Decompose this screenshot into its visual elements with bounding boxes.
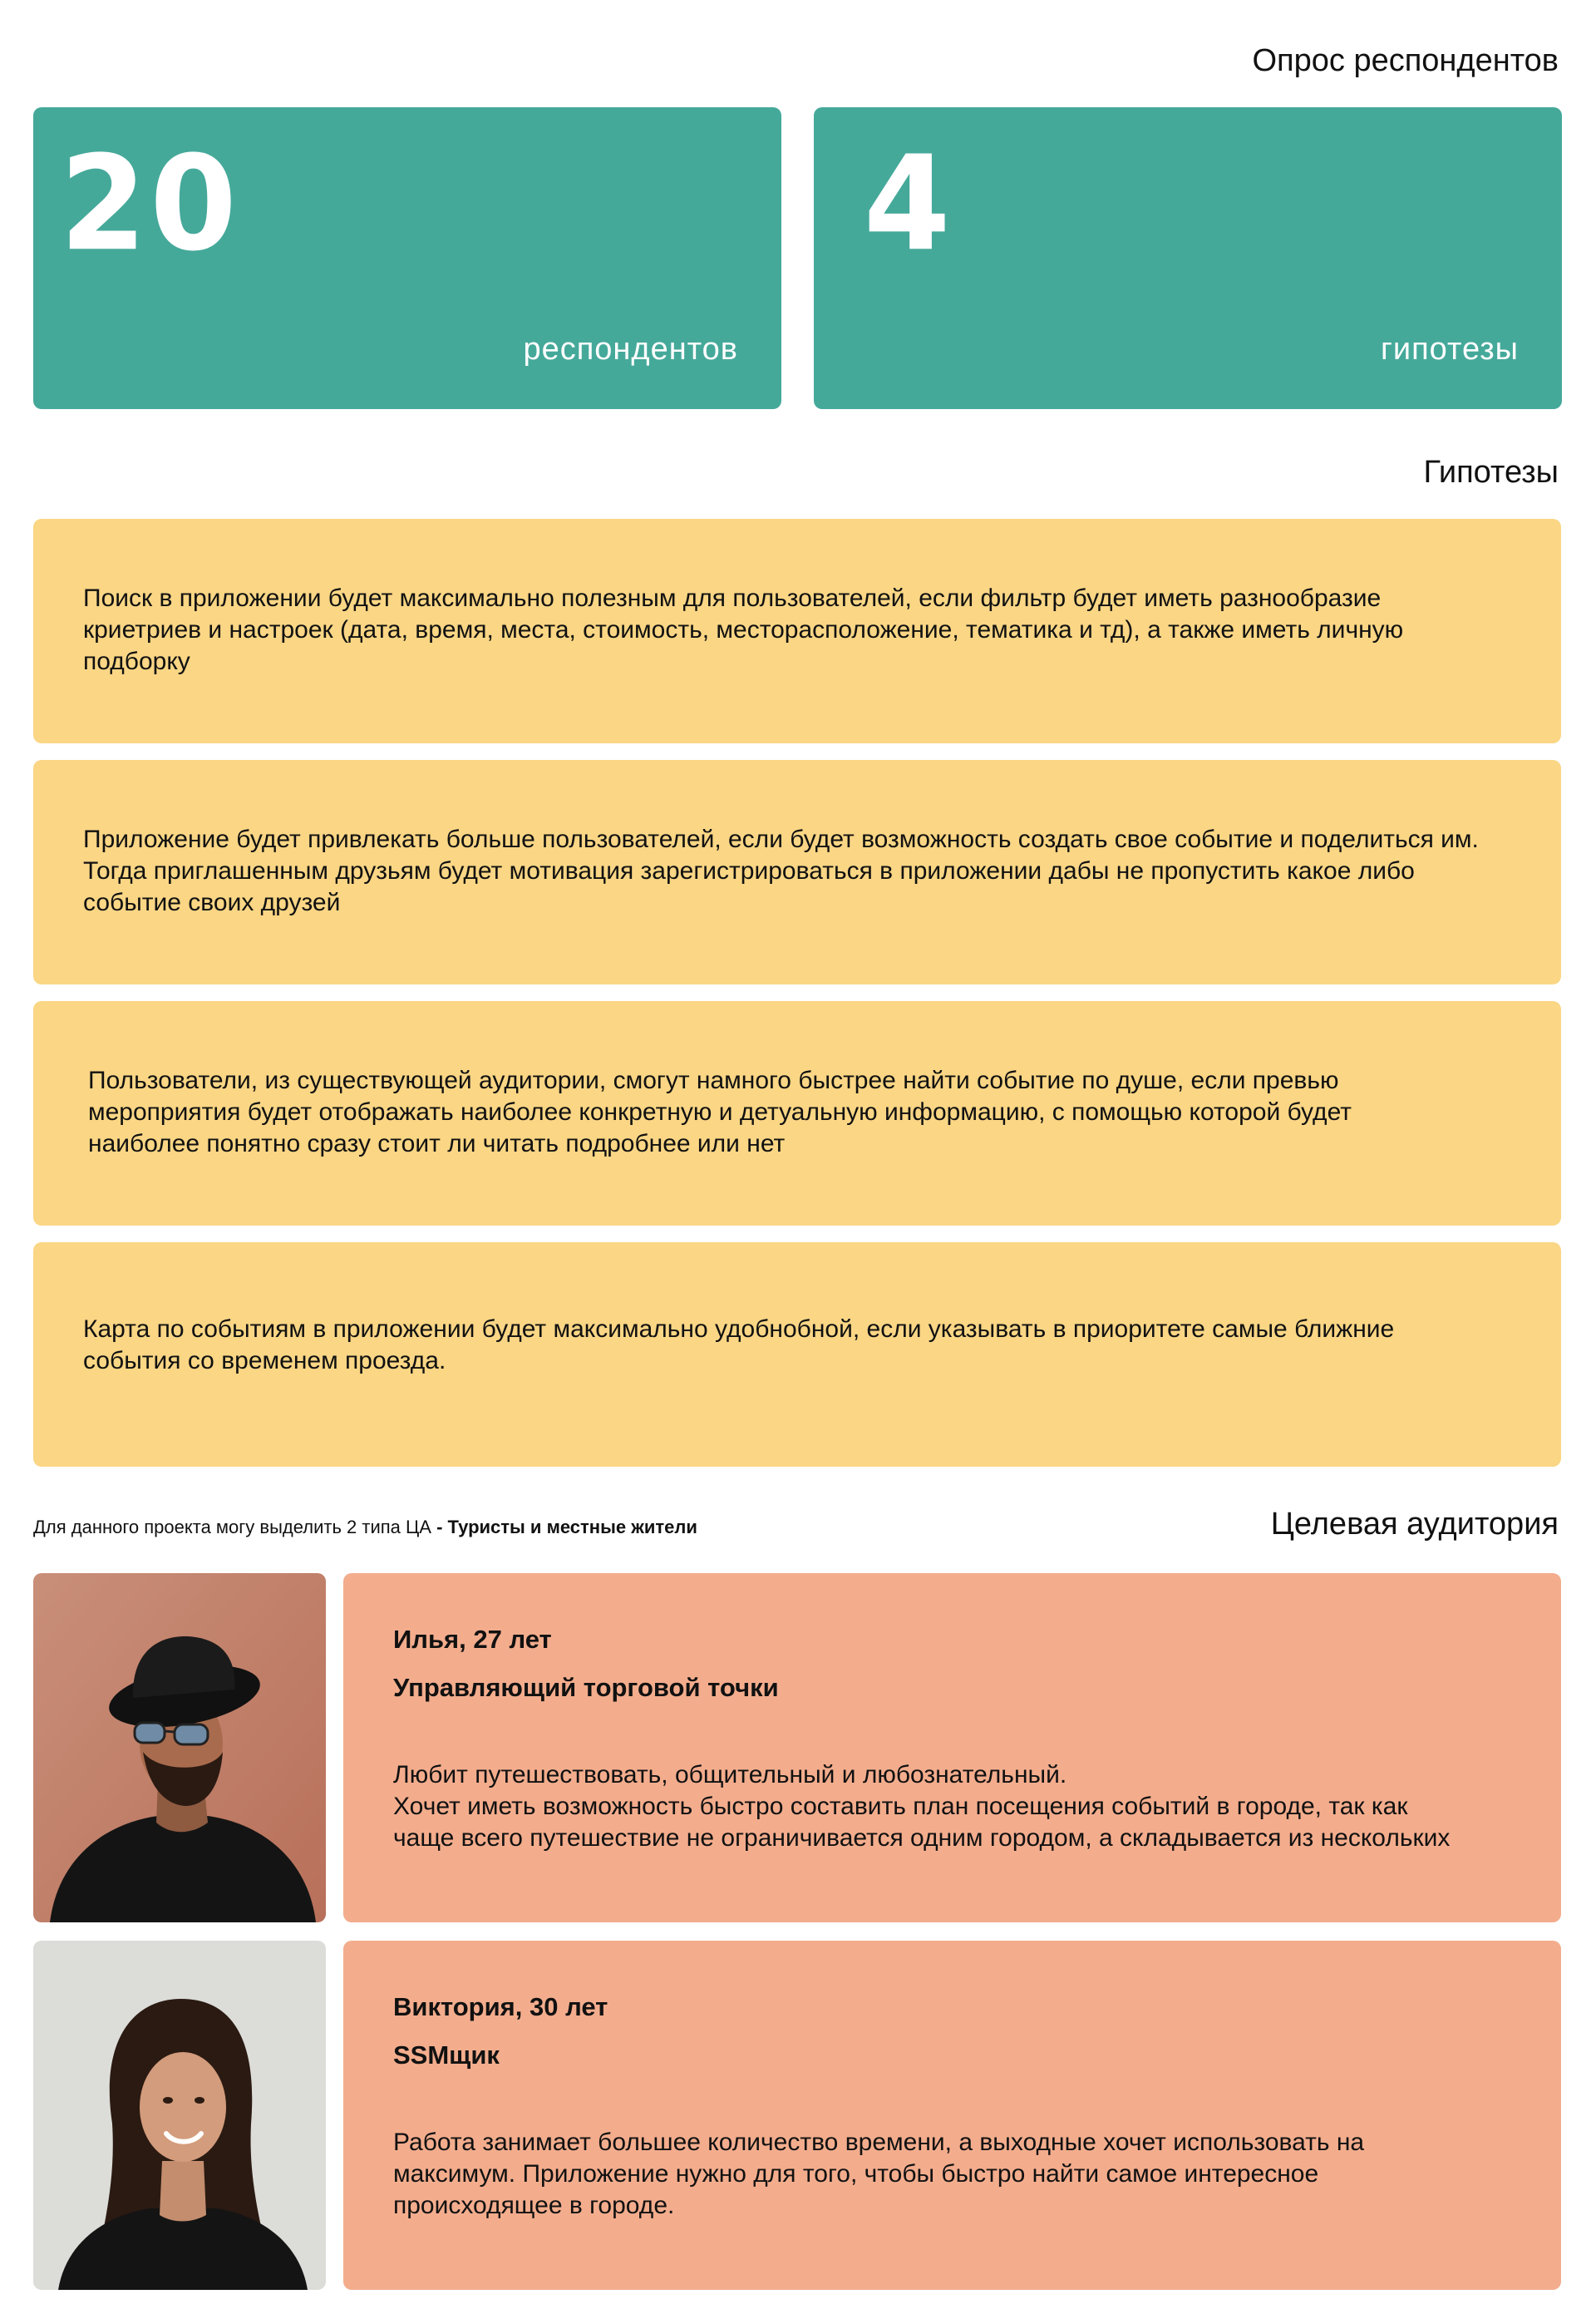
- persona-card-ilya: [343, 1573, 1561, 1922]
- hypothesis-card-4: [33, 1242, 1561, 1467]
- persona-description: Любит путешествовать, общительный и любознательный. Хочет иметь возможность быстро составить план посещения событий в городе, так как чаще всего путешествие не ограничивается одним городом, а складывается из нескольких: [393, 1761, 1451, 1852]
- respondents-label: респондентов: [523, 332, 738, 367]
- hypothesis-text: Приложение будет привлекать больше пользователей, если будет возможность создать свое событие и поделиться им. Тогда приглашенным друзьям будет мотивация зарегистрироваться в приложении дабы не пропустить какое либо событие своих друзей: [83, 826, 1479, 916]
- persona-name: Виктория, 30 лет: [393, 1992, 608, 2021]
- respondents-count: 20: [60, 128, 240, 281]
- persona-card-victoria: [343, 1941, 1561, 2290]
- hypotheses-section-title: Гипотезы: [1423, 455, 1559, 490]
- persona-name: Илья, 27 лет: [393, 1625, 552, 1654]
- hypothesis-card-1: [33, 519, 1561, 743]
- persona-photo-man: [33, 1573, 326, 1922]
- hypothesis-text: Поиск в приложении будет максимально полезным для пользователей, если фильтр будет иметь разнообразие криетриев и настроек (дата, время, места, стоимость, месторасположение, тематика и тд), а также иметь личную подборку: [83, 585, 1404, 675]
- hypotheses-count: 4: [864, 128, 954, 281]
- persona-photo-woman: [33, 1941, 326, 2290]
- hypotheses-label: гипотезы: [1381, 332, 1519, 367]
- audience-intro-bold: - Туристы и местные жители: [436, 1517, 697, 1537]
- survey-section-title: Опрос респондентов: [1252, 43, 1559, 78]
- persona-role: SSMщик: [393, 2040, 500, 2070]
- persona-description: Работа занимает большее количество времени, а выходные хочет использовать на максимум. Приложение нужно для того, чтобы быстро найти самое интересное происходящее в городе.: [393, 2129, 1365, 2219]
- persona-role: Управляющий торговой точки: [393, 1673, 779, 1702]
- audience-intro: [33, 1517, 697, 1538]
- hypothesis-card-2: [33, 760, 1561, 984]
- audience-section-title: Целевая аудитория: [1270, 1507, 1559, 1542]
- audience-intro-text: Для данного проекта могу выделить 2 типа ЦА: [33, 1517, 437, 1537]
- hypothesis-card-3: [33, 1001, 1561, 1226]
- hypothesis-text: Пользователи, из существующей аудитории, смогут намного быстрее найти событие по душе, если превью мероприятия будет отображать наиболее конкретную и детуальную информацию, с помощью которой будет наиболее понятно сразу стоит ли читать подробнее или нет: [88, 1067, 1352, 1157]
- hypotheses-stat-card: [814, 107, 1562, 409]
- hypothesis-text: Карта по событиям в приложении будет максимально удобнобной, если указывать в приоритете самые ближние события со временем проезда.: [83, 1315, 1395, 1374]
- respondents-stat-card: [33, 107, 781, 409]
